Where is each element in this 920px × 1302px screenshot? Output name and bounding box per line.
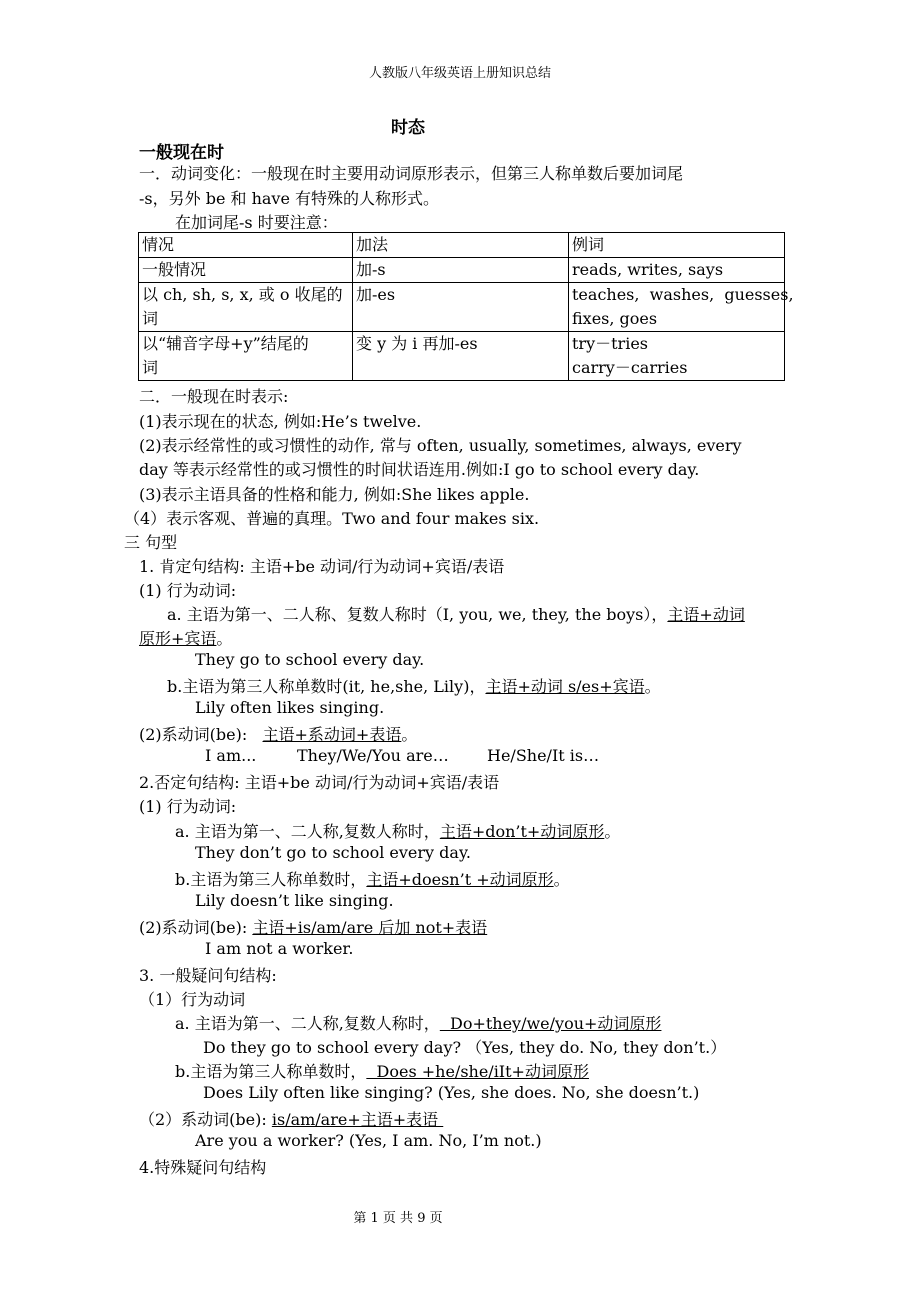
linking-example-1: I am... <box>205 746 257 765</box>
page-footer: 第 1 页 共 9 页 <box>353 1211 443 1226</box>
part3-heading: 三 句型 <box>124 533 178 552</box>
table-cell-method: 加-es <box>353 283 569 332</box>
negative-action-verb: (1) 行为动词: <box>139 797 237 816</box>
negative-heading: 2.否定句结构: 主语+be 动词/行为动词+宾语/表语 <box>139 773 500 792</box>
question-action-verb: （1）行为动词 <box>139 990 246 1009</box>
rule-text: 。 <box>604 822 621 841</box>
rule-formula: 主语+动词 <box>667 605 745 624</box>
part1-note: 在加词尾-s 时要注意： <box>175 213 338 232</box>
page-title: 时态 <box>391 118 425 138</box>
rule-text: (2)系动词(be): <box>139 918 253 937</box>
rule-text: (2)系动词(be): <box>139 725 263 744</box>
rule-formula: 主语+don’t+动词原形 <box>439 822 605 841</box>
negative-example-a: They don’t go to school every day. <box>195 843 471 862</box>
part2-point-2a: (2)表示经常性的或习惯性的动作, 常与 often, usually, sometimes, always, every <box>139 436 742 455</box>
rule-text: b.主语为第三人称单数时， <box>175 1062 367 1081</box>
table-cell-situation <box>139 332 353 381</box>
part1-line2: -s，另外 be 和 have 有特殊的人称形式。 <box>139 189 440 208</box>
table-row <box>139 283 785 332</box>
question-rule-b <box>175 1059 589 1082</box>
cell-text: carry－carries <box>572 358 688 377</box>
affirmative-rule-a-cont <box>139 626 232 649</box>
rule-text: b.主语为第三人称单数时(it, he,she, Lily)， <box>167 677 486 696</box>
negative-rule-b <box>175 867 570 890</box>
question-linking-verb <box>139 1107 443 1130</box>
rule-text: 。 <box>553 870 570 889</box>
table-header-cell: 例词 <box>569 233 785 258</box>
rule-formula: Do+they/we/you+动词原形 <box>439 1014 662 1033</box>
cell-text: 词 <box>142 358 159 377</box>
negative-linking-example: I am not a worker. <box>205 939 354 958</box>
table-cell-examples <box>569 332 785 381</box>
rule-formula: 主语+动词 s/es+宾语 <box>485 677 645 696</box>
cell-text: teaches, washes, guesses, <box>572 285 794 304</box>
table-row <box>139 332 785 381</box>
part2-point-3: (3)表示主语具备的性格和能力, 例如:She likes apple. <box>139 485 530 504</box>
part2-point-2b: day 等表示经常性的或习惯性的时间状语连用.例如:I go to school every day. <box>139 460 700 479</box>
table-cell-situation <box>139 283 353 332</box>
rule-formula: 主语+doesn’t +动词原形 <box>366 870 554 889</box>
table-cell-examples <box>569 258 785 283</box>
affirmative-rule-b <box>167 674 661 697</box>
part2-point-4: （4）表示客观、普遍的真理。Two and four makes six. <box>124 509 540 528</box>
rule-text: a. 主语为第一、二人称,复数人称时， <box>175 1014 440 1033</box>
table-cell-examples <box>569 283 794 332</box>
rule-text: （2）系动词(be): <box>139 1110 272 1129</box>
part2-point-1: (1)表示现在的状态, 例如:He’s twelve. <box>139 412 422 431</box>
suffix-rules-table <box>138 232 794 381</box>
cell-text: reads, writes, says <box>572 260 724 279</box>
table-header-row <box>139 233 785 258</box>
rule-text: 。 <box>216 629 233 648</box>
rule-formula: Does +he/she/iIt+动词原形 <box>366 1062 589 1081</box>
rule-formula: 主语+is/am/are 后加 not+表语 <box>252 918 488 937</box>
question-rule-a <box>175 1011 661 1034</box>
rule-formula: 原形+宾语 <box>139 629 217 648</box>
table-cell-situation <box>139 258 353 283</box>
question-example-a: Do they go to school every day? （Yes, they do. No, they don’t.） <box>203 1038 727 1057</box>
negative-linking-verb <box>139 915 487 938</box>
cell-text: try－tries <box>572 334 648 353</box>
table-header-cell: 加法 <box>353 233 569 258</box>
cell-text: 以 ch, sh, s, x, 或 o 收尾的 <box>142 285 343 304</box>
affirmative-example-a: They go to school every day. <box>195 650 425 669</box>
table-row <box>139 258 785 283</box>
cell-text: 一般情况 <box>142 260 207 279</box>
page-header: 人教版八年级英语上册知识总结 <box>368 66 551 81</box>
rule-text: a. 主语为第一、二人称,复数人称时， <box>175 822 440 841</box>
cell-text: 以“辅音字母+y”结尾的 <box>142 334 309 353</box>
negative-rule-a <box>175 819 620 842</box>
rule-formula: 主语+系动词+表语 <box>262 725 402 744</box>
linking-example-3: He/She/It is… <box>487 746 600 765</box>
table-cell-method: 变 y 为 i 再加-es <box>353 332 569 381</box>
rule-text: 。 <box>401 725 418 744</box>
section-title: 一般现在时 <box>139 143 224 163</box>
rule-text: b.主语为第三人称单数时， <box>175 870 367 889</box>
question-example-b: Does Lily often like singing? (Yes, she does. No, she doesn’t.) <box>203 1083 700 1102</box>
rule-text: 。 <box>644 677 661 696</box>
question-heading: 3. 一般疑问句结构: <box>139 966 277 985</box>
affirmative-heading: 1. 肯定句结构: 主语+be 动词/行为动词+宾语/表语 <box>139 557 505 576</box>
table-cell-method: 加-s <box>353 258 569 283</box>
affirmative-example-b: Lily often likes singing. <box>195 698 385 717</box>
cell-text: 词 <box>142 309 159 328</box>
wh-question-heading: 4.特殊疑问句结构 <box>139 1158 267 1177</box>
rule-text: a. 主语为第一、二人称、复数人称时（I, you, we, they, the boys）， <box>167 605 668 624</box>
rule-formula: is/am/are+主语+表语 <box>271 1110 444 1129</box>
affirmative-action-verb: (1) 行为动词: <box>139 581 237 600</box>
affirmative-linking-verb <box>139 722 417 745</box>
negative-example-b: Lily doesn’t like singing. <box>195 891 394 910</box>
cell-text: fixes, goes <box>572 309 658 328</box>
question-linking-example: Are you a worker? (Yes, I am. No, I’m not.) <box>195 1131 542 1150</box>
affirmative-rule-a <box>167 602 745 625</box>
part1-line1: 一．动词变化：一般现在时主要用动词原形表示，但第三人称单数后要加词尾 <box>139 164 684 183</box>
linking-example-2: They/We/You are… <box>297 746 449 765</box>
table-header-cell: 情况 <box>139 233 353 258</box>
part2-heading: 二．一般现在时表示: <box>139 387 289 406</box>
